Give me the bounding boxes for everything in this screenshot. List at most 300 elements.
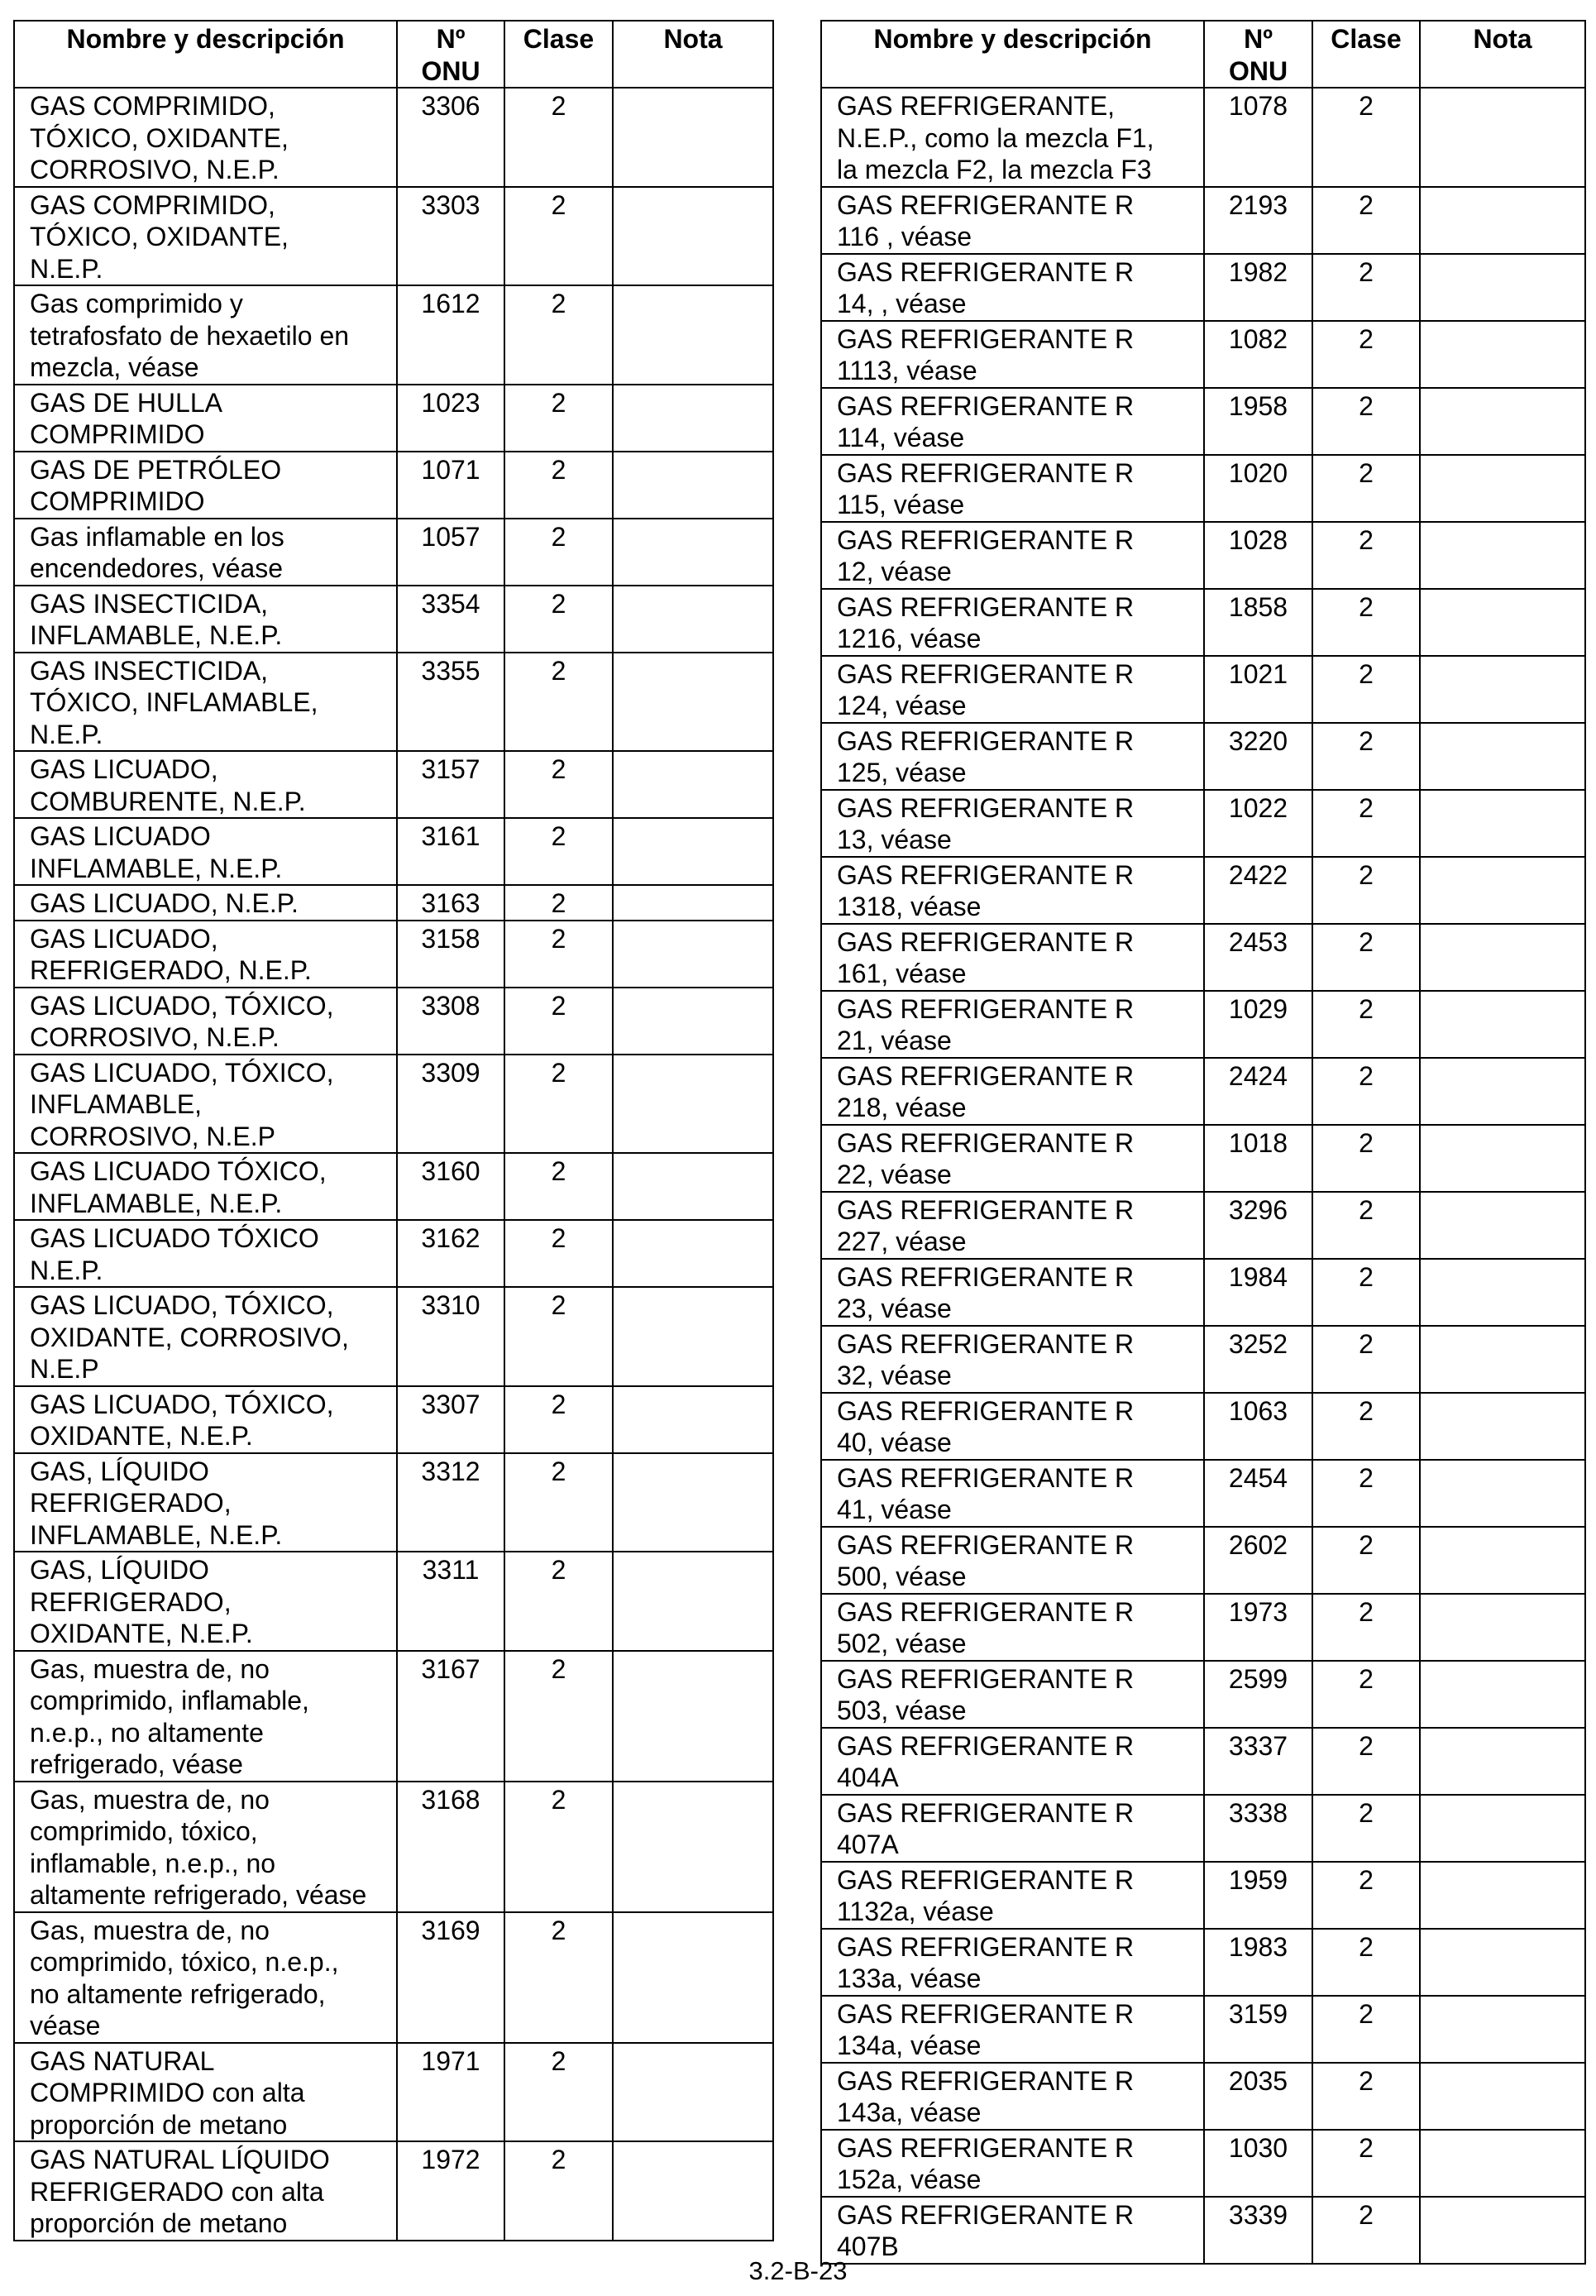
cell-name-line: TÓXICO, INFLAMABLE, (30, 687, 318, 717)
cell-name-line: 41, véase (837, 1495, 952, 1524)
cell-name-line: COMPRIMIDO (30, 419, 205, 449)
cell-clase: 2 (504, 1782, 613, 1912)
cell-nota (1420, 2130, 1585, 2197)
table-row (821, 1259, 1585, 1326)
cell-clase: 2 (504, 586, 613, 653)
cell-onu: 1071 (397, 452, 504, 519)
cell-clase: 2 (504, 751, 613, 818)
table-row (14, 519, 773, 586)
cell-clase: 2 (1312, 455, 1420, 522)
cell-nota (613, 921, 773, 988)
cell-name-line: 1318, véase (837, 892, 982, 921)
table-row (821, 2197, 1585, 2264)
cell-name-line: 14, , véase (837, 289, 967, 318)
cell-clase: 2 (1312, 1594, 1420, 1661)
table-row (821, 1460, 1585, 1527)
cell-nota (613, 586, 773, 653)
cell-nota (613, 1220, 773, 1287)
cell-name-line: GAS COMPRIMIDO, (30, 189, 275, 220)
cell-name-line: GAS REFRIGERANTE R (837, 1395, 1135, 1426)
table-row (14, 1287, 773, 1386)
cell-nota (1420, 88, 1585, 187)
cell-nota (1420, 1929, 1585, 1996)
page-number: 3.2-B-23 (748, 2256, 848, 2285)
cell-name (821, 1393, 1204, 1460)
cell-name-line: OXIDANTE, N.E.P. (30, 1619, 253, 1648)
cell-name (14, 88, 397, 187)
cell-name-line: GAS LICUADO, TÓXICO, (30, 1389, 334, 1419)
cell-name (821, 2130, 1204, 2197)
cell-clase: 2 (504, 1287, 613, 1386)
cell-onu: 3339 (1204, 2197, 1312, 2264)
cell-clase: 2 (504, 1453, 613, 1552)
cell-onu: 3307 (397, 1386, 504, 1453)
cell-name-line: 161, véase (837, 959, 967, 988)
cell-name-line: no altamente refrigerado, (30, 1978, 326, 2009)
cell-name-line: GAS REFRIGERANTE R (837, 1060, 1135, 1091)
cell-name-line: INFLAMABLE, N.E.P. (30, 1188, 283, 1218)
cell-name (821, 321, 1204, 388)
cell-name (821, 1527, 1204, 1594)
table-row (821, 1929, 1585, 1996)
cell-clase: 2 (1312, 1058, 1420, 1125)
cell-onu: 1984 (1204, 1259, 1312, 1326)
table-row (821, 321, 1585, 388)
cell-clase: 2 (1312, 522, 1420, 589)
cell-nota (613, 88, 773, 187)
cell-name-line: véase (30, 2011, 101, 2040)
cell-name-line: GAS REFRIGERANTE R (837, 2132, 1135, 2163)
cell-name (14, 1912, 397, 2043)
cell-name-line: N.E.P. (30, 1255, 103, 1285)
cell-name-line: GAS NATURAL (30, 2045, 215, 2076)
cell-name-line: proporción de metano (30, 2208, 288, 2238)
left-dangerous-goods-table (13, 20, 774, 2241)
cell-nota (1420, 1125, 1585, 1192)
cell-name-line: GAS REFRIGERANTE R (837, 1998, 1135, 2029)
cell-name (821, 88, 1204, 187)
cell-onu: 3220 (1204, 723, 1312, 790)
cell-name-line: GAS REFRIGERANTE R (837, 1194, 1135, 1225)
cell-name-line: GAS REFRIGERANTE R (837, 1261, 1135, 1292)
cell-onu: 2422 (1204, 857, 1312, 924)
cell-onu: 3310 (397, 1287, 504, 1386)
table-row (14, 1153, 773, 1220)
cell-nota (613, 885, 773, 921)
header-onu-line2: ONU (1228, 55, 1288, 86)
cell-name (14, 452, 397, 519)
cell-name (821, 1125, 1204, 1192)
cell-name (821, 656, 1204, 723)
cell-nota (1420, 522, 1585, 589)
cell-name (821, 1795, 1204, 1862)
cell-name-line: mezcla, véase (30, 352, 199, 382)
cell-onu: 3161 (397, 818, 504, 885)
table-row (821, 1527, 1585, 1594)
cell-name-line: REFRIGERADO, N.E.P. (30, 955, 312, 985)
cell-name (821, 1728, 1204, 1795)
header-onu-line1: Nº (1244, 24, 1273, 54)
cell-onu: 1018 (1204, 1125, 1312, 1192)
cell-name-line: comprimido, inflamable, (30, 1686, 309, 1715)
cell-nota (1420, 1259, 1585, 1326)
left-table-body (14, 88, 773, 2241)
cell-clase: 2 (1312, 1661, 1420, 1728)
cell-name (821, 723, 1204, 790)
cell-clase: 2 (1312, 2130, 1420, 2197)
cell-name-line: GAS LICUADO, (30, 754, 218, 784)
cell-name (14, 2141, 397, 2241)
cell-name (14, 1453, 397, 1552)
cell-name (14, 1287, 397, 1386)
cell-onu: 3338 (1204, 1795, 1312, 1862)
cell-nota (1420, 1393, 1585, 1460)
cell-nota (1420, 2197, 1585, 2264)
cell-nota (1420, 1058, 1585, 1125)
table-row (821, 455, 1585, 522)
cell-name-line: GAS REFRIGERANTE R (837, 1864, 1135, 1895)
header-onu (1204, 21, 1312, 88)
cell-onu: 3168 (397, 1782, 504, 1912)
header-clase: Clase (1312, 21, 1420, 88)
table-row (821, 589, 1585, 656)
header-onu (397, 21, 504, 88)
cell-clase: 2 (1312, 656, 1420, 723)
cell-onu: 3159 (1204, 1996, 1312, 2063)
cell-onu: 1030 (1204, 2130, 1312, 2197)
cell-name-line: GAS REFRIGERANTE R (837, 993, 1135, 1024)
cell-nota (613, 2043, 773, 2142)
cell-name-line: tetrafosfato de hexaetilo en (30, 320, 350, 351)
cell-clase: 2 (1312, 1125, 1420, 1192)
cell-name-line: 40, véase (837, 1428, 952, 1457)
cell-nota (613, 1386, 773, 1453)
table-header-row (821, 21, 1585, 88)
table-row (821, 1594, 1585, 1661)
cell-name-line: REFRIGERADO, (30, 1488, 232, 1518)
cell-nota (1420, 455, 1585, 522)
cell-nota (1420, 1527, 1585, 1594)
cell-name-line: proporción de metano (30, 2109, 288, 2140)
cell-name (821, 2197, 1204, 2264)
cell-name-line: COMPRIMIDO con alta (30, 2078, 305, 2107)
cell-name (14, 1153, 397, 1220)
table-row (821, 1728, 1585, 1795)
table-row (821, 1058, 1585, 1125)
cell-name-line: GAS LICUADO, N.E.P. (30, 888, 299, 918)
cell-name (821, 254, 1204, 321)
cell-onu: 3162 (397, 1220, 504, 1287)
cell-name (14, 988, 397, 1055)
cell-name-line: GAS LICUADO, TÓXICO, (30, 1290, 334, 1320)
cell-name-line: OXIDANTE, N.E.P. (30, 1421, 253, 1451)
cell-onu: 1858 (1204, 589, 1312, 656)
cell-name-line: comprimido, tóxico, n.e.p., (30, 1947, 339, 1977)
cell-nota (1420, 790, 1585, 857)
cell-name-line: altamente refrigerado, véase (30, 1880, 367, 1910)
cell-name-line: GAS NATURAL LÍQUIDO (30, 2145, 330, 2174)
cell-clase: 2 (504, 1153, 613, 1220)
cell-name-line: GAS DE PETRÓLEO (30, 454, 282, 485)
cell-name-line: GAS REFRIGERANTE R (837, 1730, 1135, 1761)
cell-clase: 2 (1312, 1929, 1420, 1996)
cell-nota (1420, 1326, 1585, 1393)
cell-nota (613, 452, 773, 519)
cell-name-line: GAS REFRIGERANTE R (837, 189, 1135, 220)
cell-name (821, 924, 1204, 991)
cell-onu: 1082 (1204, 321, 1312, 388)
cell-clase: 2 (1312, 1259, 1420, 1326)
cell-name (821, 455, 1204, 522)
cell-clase: 2 (504, 285, 613, 385)
cell-name (821, 1661, 1204, 1728)
cell-onu: 1958 (1204, 388, 1312, 455)
cell-onu: 1612 (397, 285, 504, 385)
cell-name-line: Gas, muestra de, no (30, 1653, 270, 1684)
cell-name-line: GAS REFRIGERANTE R (837, 1127, 1135, 1158)
cell-name (821, 790, 1204, 857)
cell-name-line: refrigerado, véase (30, 1749, 243, 1779)
cell-clase: 2 (1312, 187, 1420, 254)
cell-name-line: GAS COMPRIMIDO, (30, 91, 275, 121)
cell-name-line: 227, véase (837, 1227, 967, 1256)
cell-onu: 3312 (397, 1453, 504, 1552)
cell-name-line: GAS REFRIGERANTE R (837, 725, 1135, 756)
cell-nota (1420, 857, 1585, 924)
table-row (14, 2141, 773, 2241)
cell-name-line: GAS REFRIGERANTE R (837, 859, 1135, 890)
cell-name (14, 519, 397, 586)
cell-clase: 2 (504, 921, 613, 988)
cell-clase: 2 (1312, 1996, 1420, 2063)
cell-name-line: 124, véase (837, 691, 967, 720)
cell-onu: 2193 (1204, 187, 1312, 254)
cell-onu: 3158 (397, 921, 504, 988)
table-row (821, 254, 1585, 321)
table-row (821, 1192, 1585, 1259)
table-row (14, 586, 773, 653)
table-row (14, 187, 773, 286)
table-row (821, 2130, 1585, 2197)
cell-nota (613, 1055, 773, 1154)
cell-clase: 2 (504, 885, 613, 921)
cell-nota (1420, 254, 1585, 321)
header-nota: Nota (613, 21, 773, 88)
table-row (14, 1782, 773, 1912)
cell-nota (613, 1552, 773, 1651)
cell-clase: 2 (1312, 388, 1420, 455)
cell-name-line: REFRIGERADO, (30, 1586, 232, 1617)
cell-nota (613, 1782, 773, 1912)
cell-name (821, 589, 1204, 656)
table-row (821, 2063, 1585, 2130)
cell-clase: 2 (504, 2141, 613, 2241)
cell-name-line: GAS REFRIGERANTE R (837, 926, 1135, 957)
cell-onu: 1023 (397, 385, 504, 452)
cell-name-line: 407B (837, 2231, 899, 2261)
cell-name (14, 187, 397, 286)
cell-clase: 2 (1312, 991, 1420, 1058)
cell-nota (613, 1453, 773, 1552)
cell-name-line: 22, véase (837, 1160, 952, 1189)
cell-nota (1420, 388, 1585, 455)
cell-name-line: 218, véase (837, 1093, 967, 1122)
cell-name-line: 404A (837, 1763, 899, 1792)
cell-name (14, 385, 397, 452)
cell-onu: 3169 (397, 1912, 504, 2043)
cell-name-line: GAS, LÍQUIDO (30, 1555, 209, 1585)
cell-onu: 1972 (397, 2141, 504, 2241)
table-row (821, 723, 1585, 790)
cell-clase: 2 (504, 88, 613, 187)
cell-nota (1420, 991, 1585, 1058)
cell-name-line: CORROSIVO, N.E.P. (30, 155, 280, 184)
cell-name-line: 32, véase (837, 1361, 952, 1390)
cell-name-line: GAS REFRIGERANTE R (837, 256, 1135, 287)
cell-name (821, 2063, 1204, 2130)
cell-name-line: N.E.P. (30, 719, 103, 749)
cell-nota (1420, 1795, 1585, 1862)
cell-nota (613, 653, 773, 752)
cell-onu: 2454 (1204, 1460, 1312, 1527)
cell-onu: 3337 (1204, 1728, 1312, 1795)
cell-nota (1420, 1728, 1585, 1795)
cell-clase: 2 (504, 1552, 613, 1651)
cell-name-line: 407A (837, 1830, 899, 1859)
cell-name-line: GAS INSECTICIDA, (30, 655, 269, 686)
cell-name (821, 1862, 1204, 1929)
cell-name (821, 991, 1204, 1058)
cell-name (14, 285, 397, 385)
cell-name-line: GAS REFRIGERANTE R (837, 1462, 1135, 1493)
cell-name-line: la mezcla F2, la mezcla F3 (837, 155, 1152, 184)
cell-name-line: TÓXICO, OXIDANTE, (30, 222, 289, 251)
cell-name (821, 857, 1204, 924)
cell-name-line: OXIDANTE, CORROSIVO, (30, 1322, 349, 1352)
cell-name-line: inflamable, n.e.p., no (30, 1848, 276, 1878)
cell-clase: 2 (1312, 1192, 1420, 1259)
cell-nota (613, 1912, 773, 2043)
cell-nota (613, 285, 773, 385)
cell-name (14, 885, 397, 921)
cell-clase: 2 (504, 988, 613, 1055)
cell-name (821, 1996, 1204, 2063)
table-row (821, 1862, 1585, 1929)
cell-onu: 2602 (1204, 1527, 1312, 1594)
cell-name-line: GAS REFRIGERANTE R (837, 2065, 1135, 2096)
cell-clase: 2 (1312, 1326, 1420, 1393)
cell-name-line: GAS INSECTICIDA, (30, 588, 269, 619)
cell-nota (1420, 1192, 1585, 1259)
cell-name-line: GAS REFRIGERANTE R (837, 524, 1135, 555)
cell-name-line: GAS REFRIGERANTE R (837, 2199, 1135, 2230)
cell-onu: 1971 (397, 2043, 504, 2142)
cell-onu: 3157 (397, 751, 504, 818)
header-onu-line1: Nº (436, 24, 466, 54)
table-row (14, 285, 773, 385)
table-row (821, 1393, 1585, 1460)
cell-name-line: GAS REFRIGERANTE R (837, 1663, 1135, 1694)
cell-onu: 3309 (397, 1055, 504, 1154)
table-header-row (14, 21, 773, 88)
cell-name-line: Gas, muestra de, no (30, 1784, 270, 1815)
cell-name-line: 115, véase (837, 490, 965, 519)
cell-name-line: INFLAMABLE, N.E.P. (30, 620, 283, 650)
cell-nota (1420, 2063, 1585, 2130)
table-row (14, 653, 773, 752)
table-row (821, 1326, 1585, 1393)
cell-clase: 2 (504, 1651, 613, 1782)
cell-name (14, 2043, 397, 2142)
cell-name-line: N.E.P (30, 1354, 99, 1384)
cell-name (14, 653, 397, 752)
cell-name-line: 13, véase (837, 825, 952, 854)
header-onu-line2: ONU (421, 55, 480, 86)
cell-name-line: INFLAMABLE, N.E.P. (30, 1519, 283, 1550)
cell-name-line: 12, véase (837, 557, 952, 586)
cell-clase: 2 (1312, 589, 1420, 656)
cell-name-line: GAS REFRIGERANTE R (837, 1596, 1135, 1627)
cell-clase: 2 (504, 1912, 613, 2043)
header-clase: Clase (504, 21, 613, 88)
cell-clase: 2 (504, 385, 613, 452)
cell-onu: 2035 (1204, 2063, 1312, 2130)
cell-nota (613, 818, 773, 885)
cell-name (821, 1929, 1204, 1996)
cell-onu: 1959 (1204, 1862, 1312, 1929)
cell-onu: 2424 (1204, 1058, 1312, 1125)
cell-name-line: COMBURENTE, N.E.P. (30, 786, 306, 816)
table-row (821, 1996, 1585, 2063)
cell-onu: 3354 (397, 586, 504, 653)
cell-clase: 2 (1312, 1795, 1420, 1862)
cell-onu: 3303 (397, 187, 504, 286)
cell-nota (1420, 1594, 1585, 1661)
cell-name-line: N.E.P., como la mezcla F1, (837, 122, 1154, 153)
cell-clase: 2 (1312, 723, 1420, 790)
cell-name-line: 1216, véase (837, 624, 982, 653)
cell-nota (613, 1153, 773, 1220)
cell-onu: 3167 (397, 1651, 504, 1782)
cell-clase: 2 (1312, 2063, 1420, 2130)
table-row (821, 1125, 1585, 1192)
table-row (14, 1651, 773, 1782)
table-row (821, 656, 1585, 723)
table-row (14, 1386, 773, 1453)
cell-nota (613, 2141, 773, 2241)
cell-name-line: GAS LICUADO TÓXICO (30, 1223, 319, 1253)
cell-name-line: INFLAMABLE, N.E.P. (30, 853, 283, 883)
cell-name-line: GAS REFRIGERANTE R (837, 658, 1135, 689)
cell-nota (1420, 589, 1585, 656)
cell-name-line: N.E.P. (30, 253, 103, 284)
cell-onu: 1021 (1204, 656, 1312, 723)
cell-name (14, 921, 397, 988)
cell-name-line: 152a, véase (837, 2164, 982, 2194)
cell-name-line: 116 , véase (837, 222, 972, 251)
cell-nota (1420, 1996, 1585, 2063)
cell-name (821, 522, 1204, 589)
cell-name (14, 1386, 397, 1453)
cell-name-line: GAS LICUADO TÓXICO, (30, 1156, 327, 1186)
table-row (14, 751, 773, 818)
cell-nota (1420, 1661, 1585, 1728)
cell-clase: 2 (1312, 1460, 1420, 1527)
cell-name-line: GAS LICUADO, TÓXICO, (30, 990, 334, 1021)
cell-onu: 1022 (1204, 790, 1312, 857)
cell-name-line: Gas, muestra de, no (30, 1915, 270, 1945)
cell-nota (613, 1651, 773, 1782)
